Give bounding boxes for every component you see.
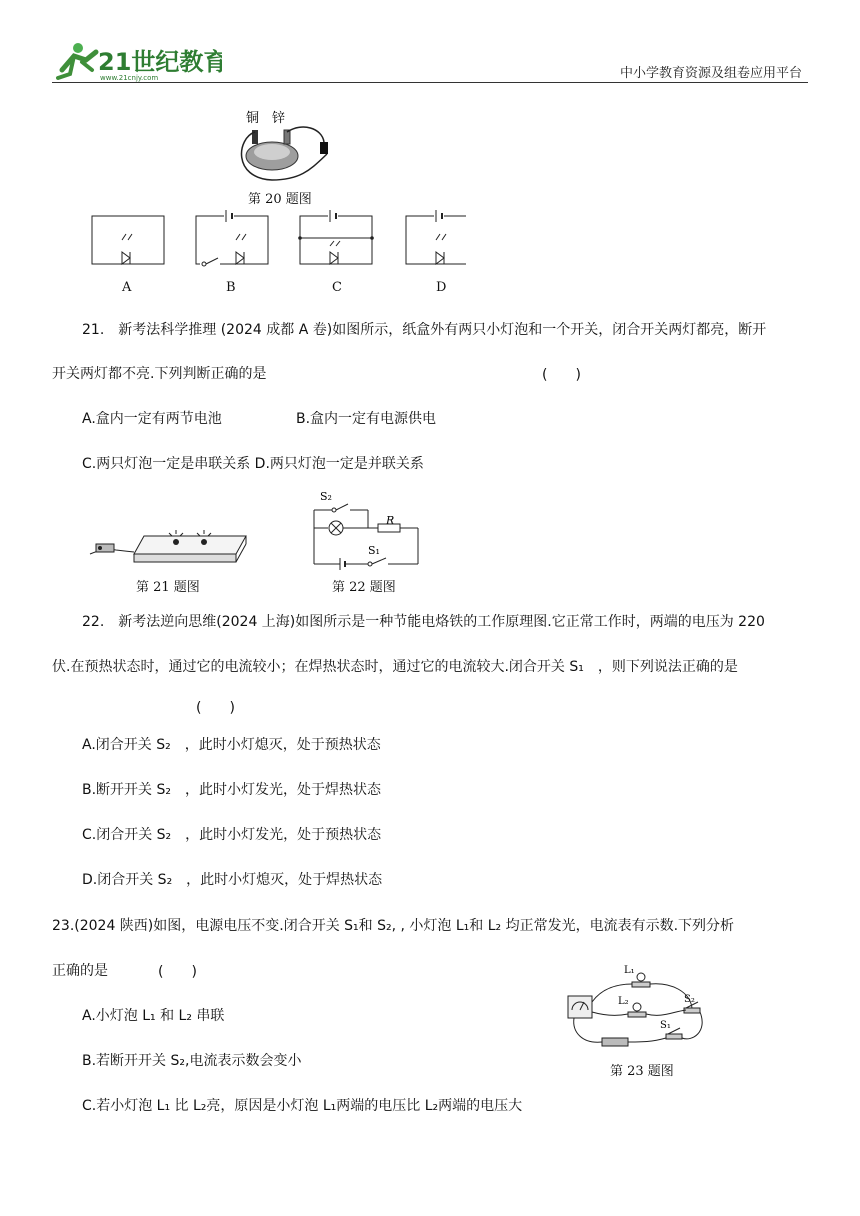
q23-line1: 23.(2024 陕西)如图，电源电压不变.闭合开关 S₁和 S₂, , 小灯泡 L₁和 L₂ 均正常发光，电流表有示数.下列分析 xyxy=(52,918,735,934)
platform-title: 中小学教育资源及组卷应用平台 xyxy=(619,66,802,81)
q23-option-a: A.小灯泡 L₁ 和 L₂ 串联 xyxy=(82,1008,225,1024)
q23-answer-paren: ( ) xyxy=(158,964,197,980)
option-label-d: D xyxy=(436,280,447,295)
circuit-d xyxy=(406,210,466,264)
fig23-label-s1: S₁ xyxy=(660,1020,671,1031)
q21-line2: 开关两灯都不亮.下列判断正确的是 xyxy=(52,366,267,382)
q23-line2: 正确的是 xyxy=(52,963,108,979)
q22-line1: 22. 新考法逆向思维(2024 上海)如图所示是一种节能电烙铁的工作原理图.它正常工作时，两端的电压为 220 xyxy=(82,614,765,630)
q21-option-b: B.盒内一定有电源供电 xyxy=(296,411,437,427)
q22-line2: 伏.在预热状态时，通过它的电流较小；在焊热状态时，通过它的电流较大.闭合开关 S₁ ，则下列说法正确的是 xyxy=(52,659,738,675)
fig22-label-r: R xyxy=(386,514,395,527)
label-zinc: 锌 xyxy=(272,111,286,126)
label-copper: 铜 xyxy=(246,111,260,126)
circuit-c xyxy=(298,210,374,264)
figure-22 xyxy=(306,488,426,596)
q22-option-b: B.断开开关 S₂ ，此时小灯发光，处于焊热状态 xyxy=(82,782,382,798)
logo-url: www.21cnjy.com xyxy=(100,74,159,82)
option-label-a: A xyxy=(122,280,132,295)
q21-option-a: A.盒内一定有两节电池 xyxy=(82,411,222,427)
figure-23 xyxy=(562,962,712,1078)
option-label-b: B xyxy=(226,280,236,295)
fig22-label-s1: S₁ xyxy=(368,544,380,557)
circuit-b xyxy=(196,210,268,268)
figure-20-caption: 第 20 题图 xyxy=(248,192,312,207)
figure-20 xyxy=(232,108,342,208)
figure-22-caption: 第 22 题图 xyxy=(332,580,396,595)
fig23-label-s2: S₂ xyxy=(684,994,695,1005)
fig23-label-l2: L₂ xyxy=(618,996,629,1007)
q22-answer-paren: ( ) xyxy=(196,700,235,716)
q21-line1: 21. 新考法科学推理 (2024 成都 A 卷)如图所示，纸盒外有两只小灯泡和一个开关，闭合开关两灯都亮，断开 xyxy=(82,322,767,338)
fig23-label-l1: L₁ xyxy=(624,965,635,976)
logo xyxy=(52,40,222,82)
figure-21 xyxy=(86,520,256,596)
option-label-c: C xyxy=(332,280,342,295)
q23-option-b: B.若断开开关 S₂,电流表示数会变小 xyxy=(82,1053,302,1069)
q23-option-c: C.若小灯泡 L₁ 比 L₂亮，原因是小灯泡 L₁两端的电压比 L₂两端的电压大 xyxy=(82,1098,523,1114)
figure-23-caption: 第 23 题图 xyxy=(610,1064,674,1079)
fig22-label-s2: S₂ xyxy=(320,490,332,503)
q22-option-d: D.闭合开关 S₂ ，此时小灯熄灭，处于焊热状态 xyxy=(82,872,383,888)
header-divider xyxy=(52,82,808,83)
q22-option-a: A.闭合开关 S₂ ，此时小灯熄灭，处于预热状态 xyxy=(82,737,381,753)
q21-answer-paren: ( ) xyxy=(542,367,581,383)
logo-text: 21世纪教育 xyxy=(98,48,222,76)
q21-option-cd: C.两只灯泡一定是串联关系 D.两只灯泡一定是并联关系 xyxy=(82,456,424,472)
figure-20-options xyxy=(86,210,466,300)
circuit-a xyxy=(92,216,164,264)
q22-option-c: C.闭合开关 S₂ ，此时小灯发光，处于预热状态 xyxy=(82,827,382,843)
figure-21-caption: 第 21 题图 xyxy=(136,580,200,595)
